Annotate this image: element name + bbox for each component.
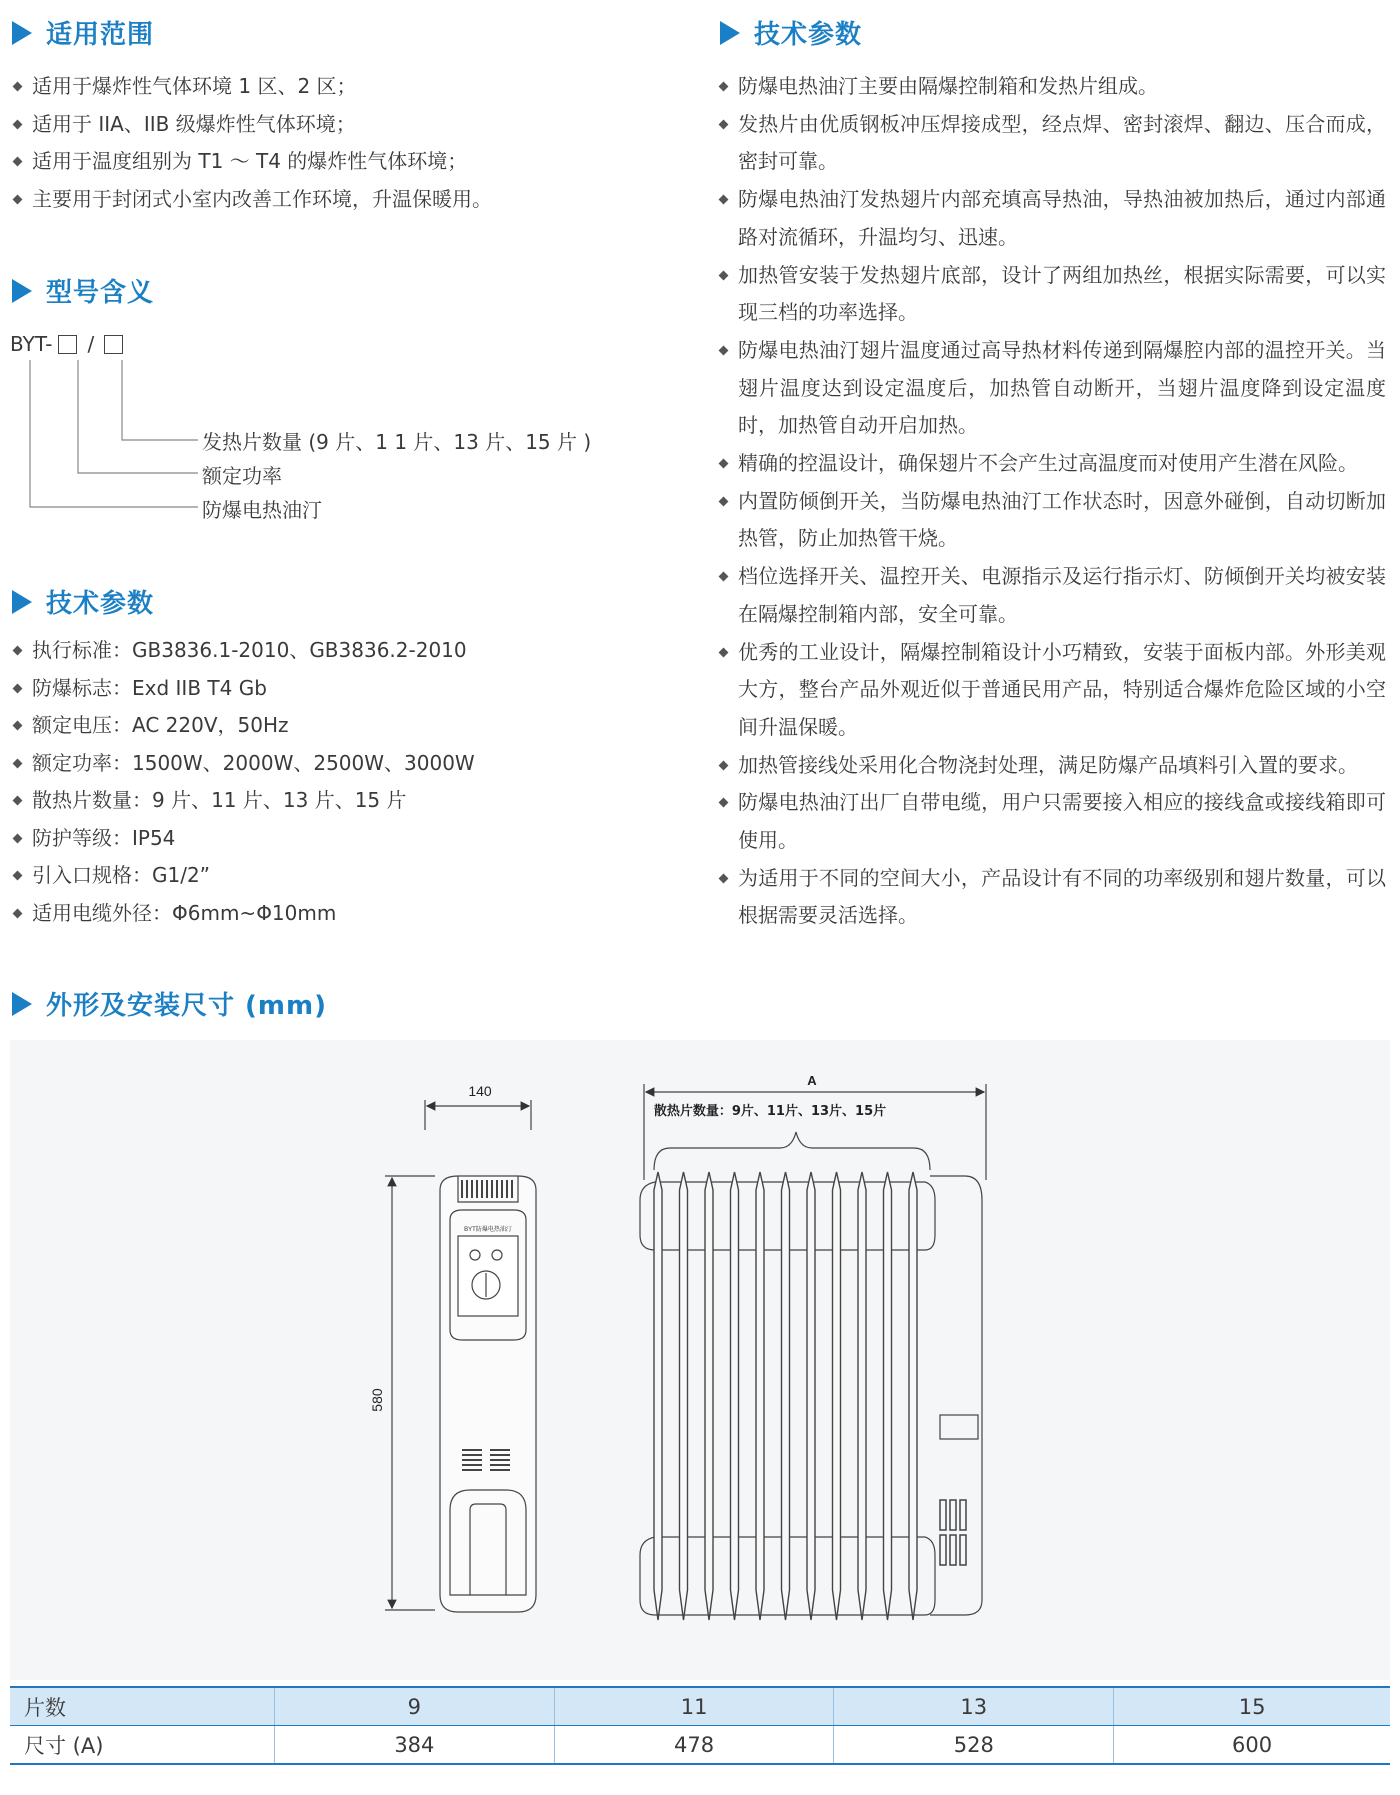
model-label-fins: 发热片数量 (9 片、1 1 片、13 片、15 片 ) (202, 430, 592, 454)
dimension-drawing (10, 1040, 1390, 1680)
dimensions-title: 外形及安装尺寸 (mm) (46, 991, 328, 1021)
list-item: 防爆电热油汀翅片温度通过高导热材料传递到隔爆腔内部的温控开关。当翅片温度达到设定温度后，加热管自动断开，当翅片温度降到设定温度时，加热管自动开启加热。 (718, 332, 1386, 445)
list-item: 适用于爆炸性气体环境 1 区、2 区； (12, 68, 612, 106)
list-item: 防护等级：IP54 (12, 820, 612, 858)
section-title-model (12, 272, 154, 309)
tech-left-title: 技术参数 (46, 589, 155, 619)
tech-left-list (12, 632, 612, 932)
model-code (10, 330, 129, 358)
table-header-row (10, 1687, 1390, 1726)
list-item: 适用于温度组别为 T1 ～ T4 的爆炸性气体环境； (12, 143, 612, 181)
heater-fin (731, 1172, 739, 1620)
list-item: 额定功率：1500W、2000W、2500W、3000W (12, 745, 612, 783)
triangle-bullet-icon (12, 21, 32, 45)
fins (654, 1172, 917, 1620)
heater-fin (654, 1172, 662, 1620)
list-item: 防爆标志：Exd IIB T4 Gb (12, 670, 612, 708)
length-dimension-label: A (807, 1073, 817, 1088)
placeholder-box-icon (104, 335, 123, 354)
table-cell: 528 (834, 1726, 1114, 1765)
model-meaning-diagram (10, 330, 650, 540)
heater-fin (807, 1172, 815, 1620)
heater-fin (756, 1172, 764, 1620)
table-cell: 13 (834, 1687, 1114, 1726)
table-row (10, 1726, 1390, 1765)
list-item: 防爆电热油汀出厂自带电缆，用户只需要接入相应的接线盒或接线箱即可使用。 (718, 784, 1386, 859)
tech-right-list (718, 68, 1386, 935)
scope-title: 适用范围 (46, 20, 155, 50)
size-table (10, 1686, 1390, 1765)
side-view (385, 1100, 536, 1612)
triangle-bullet-icon (12, 590, 32, 614)
list-item: 档位选择开关、温控开关、电源指示及运行指示灯、防倾倒开关均被安装在隔爆控制箱内部，安全可靠。 (718, 558, 1386, 633)
triangle-bullet-icon (12, 992, 32, 1016)
triangle-bullet-icon (12, 279, 32, 303)
heater-fin (833, 1172, 841, 1620)
table-cell: 15 (1114, 1687, 1390, 1726)
list-item: 额定电压：AC 220V，50Hz (12, 707, 612, 745)
table-cell: 9 (275, 1687, 555, 1726)
section-title-dimensions (12, 985, 327, 1022)
list-item: 适用于 IIA、IIB 级爆炸性气体环境； (12, 106, 612, 144)
table-cell: 478 (554, 1726, 834, 1765)
table-cell: 600 (1114, 1726, 1390, 1765)
scope-list (12, 68, 612, 218)
list-item: 优秀的工业设计，隔爆控制箱设计小巧精致，安装于面板内部。外形美观大方，整台产品外观近似于普通民用产品，特别适合爆炸危险区域的小空间升温保暖。 (718, 634, 1386, 747)
fin-count-label: 散热片数量：9片、11片、13片、15片 (653, 1104, 887, 1119)
list-item: 为适用于不同的空间大小，产品设计有不同的功率级别和翅片数量，可以根据需要灵活选择。 (718, 860, 1386, 935)
table-cell: 11 (554, 1687, 834, 1726)
model-title: 型号含义 (46, 278, 155, 308)
heater-drawing-svg (10, 1040, 1390, 1680)
model-label-product: 防爆电热油汀 (202, 498, 322, 522)
section-title-scope (12, 14, 154, 51)
triangle-bullet-icon (720, 21, 740, 45)
section-title-tech-left (12, 583, 154, 620)
list-item: 适用电缆外径：Φ6mm~Φ10mm (12, 895, 612, 933)
heater-fin (680, 1172, 688, 1620)
list-item: 引入口规格：G1/2” (12, 857, 612, 895)
heater-fin (705, 1172, 713, 1620)
heater-fin (858, 1172, 866, 1620)
panel-brand-label: BYT防爆电热油汀 (464, 1227, 512, 1233)
table-cell: 尺寸 (A) (10, 1726, 275, 1765)
list-item: 执行标准：GB3836.1-2010、GB3836.2-2010 (12, 632, 612, 670)
placeholder-box-icon (58, 335, 77, 354)
height-dimension-label: 580 (369, 1388, 385, 1412)
section-title-tech-right (720, 14, 862, 51)
list-item: 加热管接线处采用化合物浇封处理，满足防爆产品填料引入置的要求。 (718, 747, 1386, 785)
heater-fin (909, 1172, 917, 1620)
list-item: 加热管安装于发热翅片底部，设计了两组加热丝，根据实际需要，可以实现三档的功率选择。 (718, 257, 1386, 332)
model-label-power: 额定功率 (202, 464, 282, 488)
list-item: 发热片由优质钢板冲压焊接成型，经点焊、密封滚焊、翻边、压合而成，密封可靠。 (718, 106, 1386, 181)
tech-right-title: 技术参数 (754, 20, 863, 50)
list-item: 防爆电热油汀发热翅片内部充填高导热油，导热油被加热后，通过内部通路对流循环，升温均匀、迅速。 (718, 181, 1386, 256)
model-code-prefix: BYT- (10, 332, 53, 356)
heater-fin (884, 1172, 892, 1620)
heater-fin (782, 1172, 790, 1620)
table-cell: 384 (275, 1726, 555, 1765)
list-item: 散热片数量：9 片、11 片、13 片、15 片 (12, 782, 612, 820)
list-item: 内置防倾倒开关，当防爆电热油汀工作状态时，因意外碰倒，自动切断加热管，防止加热管干烧。 (718, 483, 1386, 558)
width-dimension-label: 140 (468, 1083, 492, 1099)
table-cell: 片数 (10, 1687, 275, 1726)
list-item: 精确的控温设计，确保翅片不会产生过高温度而对使用产生潜在风险。 (718, 445, 1386, 483)
model-code-slash: / (87, 332, 95, 356)
list-item: 主要用于封闭式小室内改善工作环境，升温保暖用。 (12, 181, 612, 219)
list-item: 防爆电热油汀主要由隔爆控制箱和发热片组成。 (718, 68, 1386, 106)
